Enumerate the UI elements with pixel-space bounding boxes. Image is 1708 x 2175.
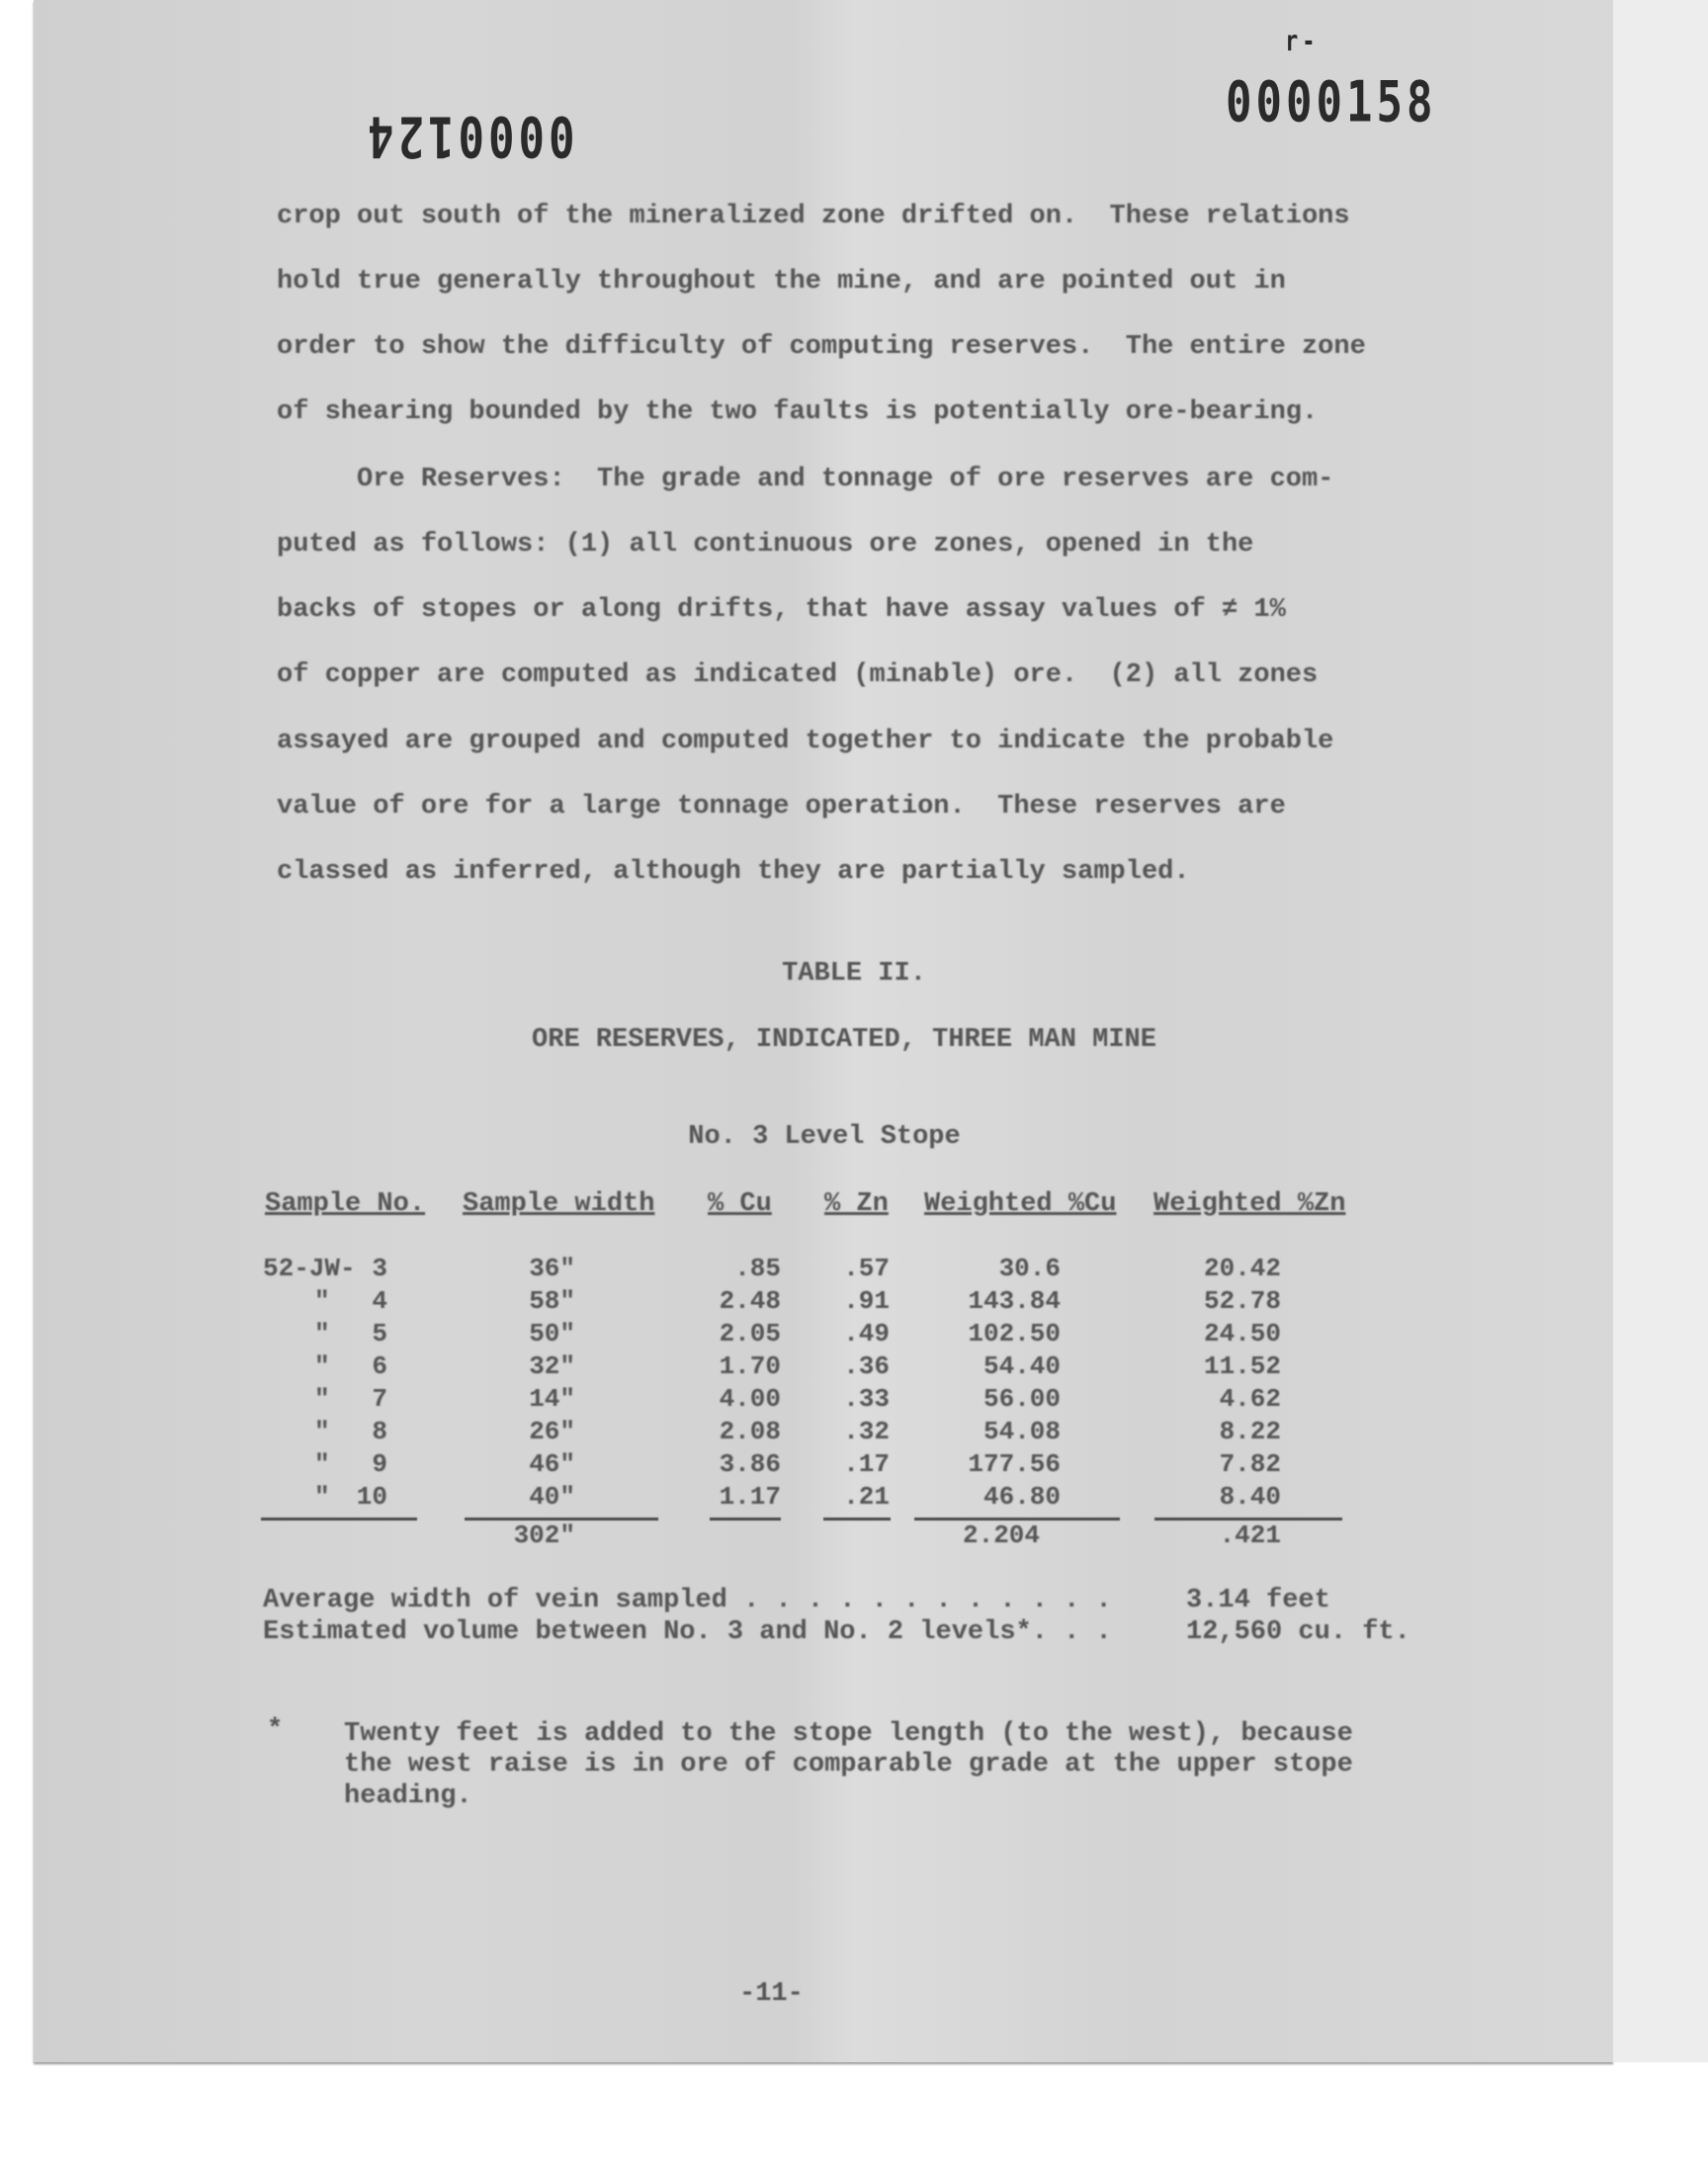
body-line: value of ore for a large tonnage operation. These reserves are [277, 792, 1286, 822]
cell-no: 5 [372, 1319, 387, 1348]
footnote-line: heading. [344, 1782, 472, 1811]
body-line: hold true generally throughout the mine, and are pointed out in [277, 267, 1286, 297]
footnote-line: Twenty feet is added to the stope length (to the west), because [344, 1719, 1353, 1749]
cell-cu: 2.48 [719, 1286, 781, 1316]
cell-zn: .21 [843, 1482, 890, 1512]
total-weighted-zn: .421 [1219, 1521, 1281, 1550]
cell-cu: 2.08 [719, 1417, 781, 1446]
summary-value: 12,560 cu. ft. [1186, 1617, 1410, 1647]
body-line: puted as follows: (1) all continuous ore zones, opened in the [277, 530, 1254, 560]
body-line: crop out south of the mineralized zone drifted on. These relations [277, 202, 1350, 231]
cell-no: 3 [372, 1254, 387, 1283]
cell-wzn: 11.52 [1203, 1351, 1281, 1381]
cell-width: 50" [529, 1319, 575, 1348]
cell-wzn: 24.50 [1203, 1319, 1281, 1348]
cell-no: 9 [372, 1449, 387, 1479]
cell-zn: .57 [843, 1254, 890, 1283]
cell-width: 58" [529, 1286, 575, 1316]
cell-wcu: 54.08 [982, 1417, 1061, 1446]
page-number: -11- [739, 1979, 804, 2009]
cell-width: 46" [529, 1449, 575, 1479]
cell-wzn: 4.62 [1219, 1384, 1281, 1414]
cell-prefix: " [314, 1286, 330, 1316]
cell-wzn: 20.42 [1203, 1254, 1281, 1283]
cell-wzn: 7.82 [1219, 1449, 1281, 1479]
cell-zn: .36 [843, 1351, 890, 1381]
cell-zn: .49 [843, 1319, 890, 1348]
table-subtitle: ORE RESERVES, INDICATED, THREE MAN MINE [532, 1025, 1156, 1055]
body-line: Ore Reserves: The grade and tonnage of ore reserves are com- [277, 465, 1334, 494]
total-width: 302" [513, 1521, 575, 1550]
summary-label: Estimated volume between No. 3 and No. 2 levels*. . . [263, 1617, 1112, 1647]
cell-prefix: " [314, 1449, 330, 1479]
cell-cu: 4.00 [719, 1384, 781, 1414]
cell-zn: .33 [843, 1384, 890, 1414]
table-section: No. 3 Level Stope [688, 1122, 961, 1152]
cell-wzn: 8.40 [1219, 1482, 1281, 1512]
cell-cu: 3.86 [719, 1449, 781, 1479]
cell-wcu: 56.00 [982, 1384, 1061, 1414]
cell-cu: .85 [734, 1254, 781, 1283]
cell-prefix: " [314, 1384, 330, 1414]
cell-no: 4 [372, 1286, 387, 1316]
body-line: classed as inferred, although they are partially sampled. [277, 857, 1190, 887]
cell-prefix: 52-JW- [263, 1254, 356, 1283]
summary-value: 3.14 feet [1186, 1586, 1330, 1615]
column-rule [261, 1518, 417, 1521]
footnote-line: the west raise is in ore of comparable grade at the upper stope [344, 1750, 1353, 1780]
cell-prefix: " [314, 1319, 330, 1348]
total-weighted-cu: 2.204 [962, 1521, 1040, 1550]
cell-zn: .91 [843, 1286, 890, 1316]
column-rule [823, 1518, 891, 1521]
cell-wcu: 102.50 [968, 1319, 1061, 1348]
cell-prefix: " [314, 1417, 330, 1446]
body-line: order to show the difficulty of computing reserves. The entire zone [277, 332, 1366, 362]
cell-no: 7 [372, 1384, 387, 1414]
column-header-sample-no: Sample No. [265, 1189, 426, 1219]
cell-wcu: 54.40 [982, 1351, 1061, 1381]
column-header-weighted-zn: Weighted %Zn [1153, 1189, 1346, 1219]
cell-no: 10 [356, 1482, 387, 1512]
footnote-marker: * [267, 1715, 284, 1745]
table-title: TABLE II. [782, 959, 926, 989]
cell-cu: 1.17 [719, 1482, 781, 1512]
cell-width: 40" [529, 1482, 575, 1512]
cell-zn: .32 [843, 1417, 890, 1446]
bates-stamp: 0000158 [1226, 69, 1437, 135]
cell-no: 6 [372, 1351, 387, 1381]
column-header-weighted-cu: Weighted %Cu [924, 1189, 1117, 1219]
cell-wcu: 177.56 [968, 1449, 1061, 1479]
cell-wzn: 52.78 [1203, 1286, 1281, 1316]
cell-width: 14" [529, 1384, 575, 1414]
cell-cu: 2.05 [719, 1319, 781, 1348]
bates-stamp-inverted: 0000124 [364, 103, 575, 169]
cell-width: 26" [529, 1417, 575, 1446]
cell-wcu: 30.6 [998, 1254, 1061, 1283]
cell-prefix: " [314, 1482, 330, 1512]
cell-wcu: 46.80 [982, 1482, 1061, 1512]
cell-wcu: 143.84 [968, 1286, 1061, 1316]
body-line: of copper are computed as indicated (minable) ore. (2) all zones [277, 660, 1319, 690]
cell-prefix: " [314, 1351, 330, 1381]
summary-label: Average width of vein sampled . . . . . . . . . . . . [263, 1586, 1112, 1615]
cell-no: 8 [372, 1417, 387, 1446]
column-header-zn: % Zn [824, 1189, 889, 1219]
column-header-cu: % Cu [708, 1189, 772, 1219]
body-line: assayed are grouped and computed together to indicate the probable [277, 727, 1334, 756]
column-header-sample-width: Sample width [463, 1189, 655, 1219]
cell-width: 36" [529, 1254, 575, 1283]
cell-width: 32" [529, 1351, 575, 1381]
column-rule [710, 1518, 781, 1521]
body-line: backs of stopes or along drifts, that have assay values of ≠ 1% [277, 595, 1286, 625]
cell-zn: .17 [843, 1449, 890, 1479]
body-line: of shearing bounded by the two faults is potentially ore-bearing. [277, 397, 1319, 427]
cell-cu: 1.70 [719, 1351, 781, 1381]
cell-wzn: 8.22 [1219, 1417, 1281, 1446]
stamp-mark: r- [1285, 26, 1320, 58]
